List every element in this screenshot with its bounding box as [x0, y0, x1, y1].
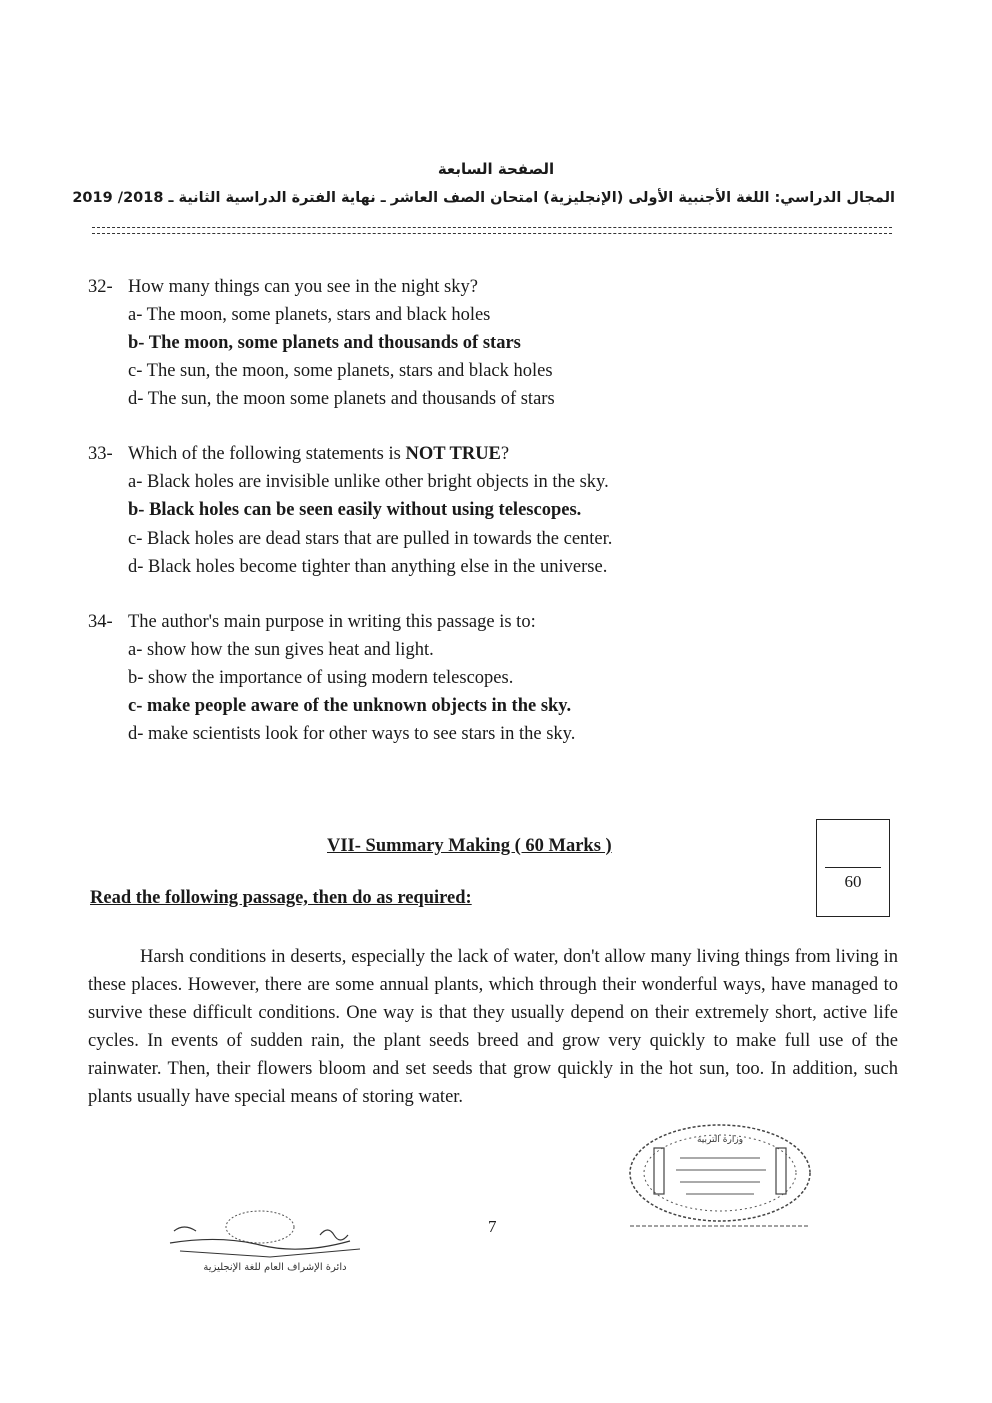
q32-option-d: d- The sun, the moon some planets and thousands of stars — [128, 389, 555, 409]
q34-option-c: c- make people aware of the unknown objects in the sky. — [128, 696, 572, 716]
page-number: 7 — [488, 1217, 497, 1236]
official-stamp — [620, 1118, 820, 1238]
signature-mark — [150, 1205, 400, 1295]
q34-option-d: d- make scientists look for other ways to see stars in the sky. — [128, 724, 576, 744]
score-divider — [825, 867, 881, 868]
q33-option-d: d- Black holes become tighter than anything else in the universe. — [128, 557, 608, 577]
q33-option-a: a- Black holes are invisible unlike other bright objects in the sky. — [128, 472, 609, 492]
page-label: الصفحة السابعة — [437, 160, 555, 178]
exam-subtitle: المجال الدراسي: اللغة الأجنبية الأولى (الإنجليزية) امتحان الصف العاشر ـ نهاية الفترة الدراسية الثانية ـ 2018/ 2019 — [72, 190, 895, 206]
question-number: 32- — [88, 277, 113, 297]
score-value: 60 — [844, 872, 862, 891]
question-text: How many things can you see in the night sky? — [128, 277, 478, 297]
question-34 — [88, 608, 536, 636]
passage-text: Harsh conditions in deserts, especially the lack of water, don't allow many living things from living in these places. However, there are some annual plants, which through their wonderful ways, have managed to survive these difficult conditions. One way is that they usually depend on their extremely short, active life cycles. In events of sudden rain, the plant seeds breed and grow very quickly to make full use of the rainwater. Then, their flowers bloom and set seeds that grow quickly in the hot sun, too. In addition, such plants usually have special means of storing water. — [88, 947, 898, 1107]
q32-option-c: c- The sun, the moon, some planets, stars and black holes — [128, 361, 553, 381]
question-emphasis: NOT TRUE — [405, 444, 501, 464]
question-number: 34- — [88, 612, 113, 632]
question-32 — [88, 273, 478, 301]
header-divider-secondary — [92, 233, 892, 234]
q33-option-b: b- Black holes can be seen easily without using telescopes. — [128, 500, 582, 520]
q32-option-b: b- The moon, some planets and thousands of stars — [128, 333, 521, 353]
question-text-end: ? — [500, 444, 510, 464]
stamp-text: وزارة التربية — [696, 1135, 744, 1145]
score-box — [816, 819, 890, 917]
question-text: Which of the following statements is — [128, 444, 406, 464]
question-number: 33- — [88, 444, 113, 464]
q34-option-b: b- show the importance of using modern telescopes. — [128, 668, 514, 688]
question-text: The author's main purpose in writing this passage is to: — [128, 612, 536, 632]
q32-option-a: a- The moon, some planets, stars and black holes — [128, 305, 491, 325]
q34-option-a: a- show how the sun gives heat and light. — [128, 640, 434, 660]
q33-option-c: c- Black holes are dead stars that are pulled in towards the center. — [128, 529, 613, 549]
signature-caption: دائرة الإشراف العام للغة الإنجليزية — [203, 1262, 347, 1273]
section-instruction: Read the following passage, then do as required: — [90, 888, 472, 908]
section-title: VII- Summary Making ( 60 Marks ) — [327, 836, 612, 856]
question-33 — [88, 440, 509, 468]
header-divider — [92, 227, 892, 228]
